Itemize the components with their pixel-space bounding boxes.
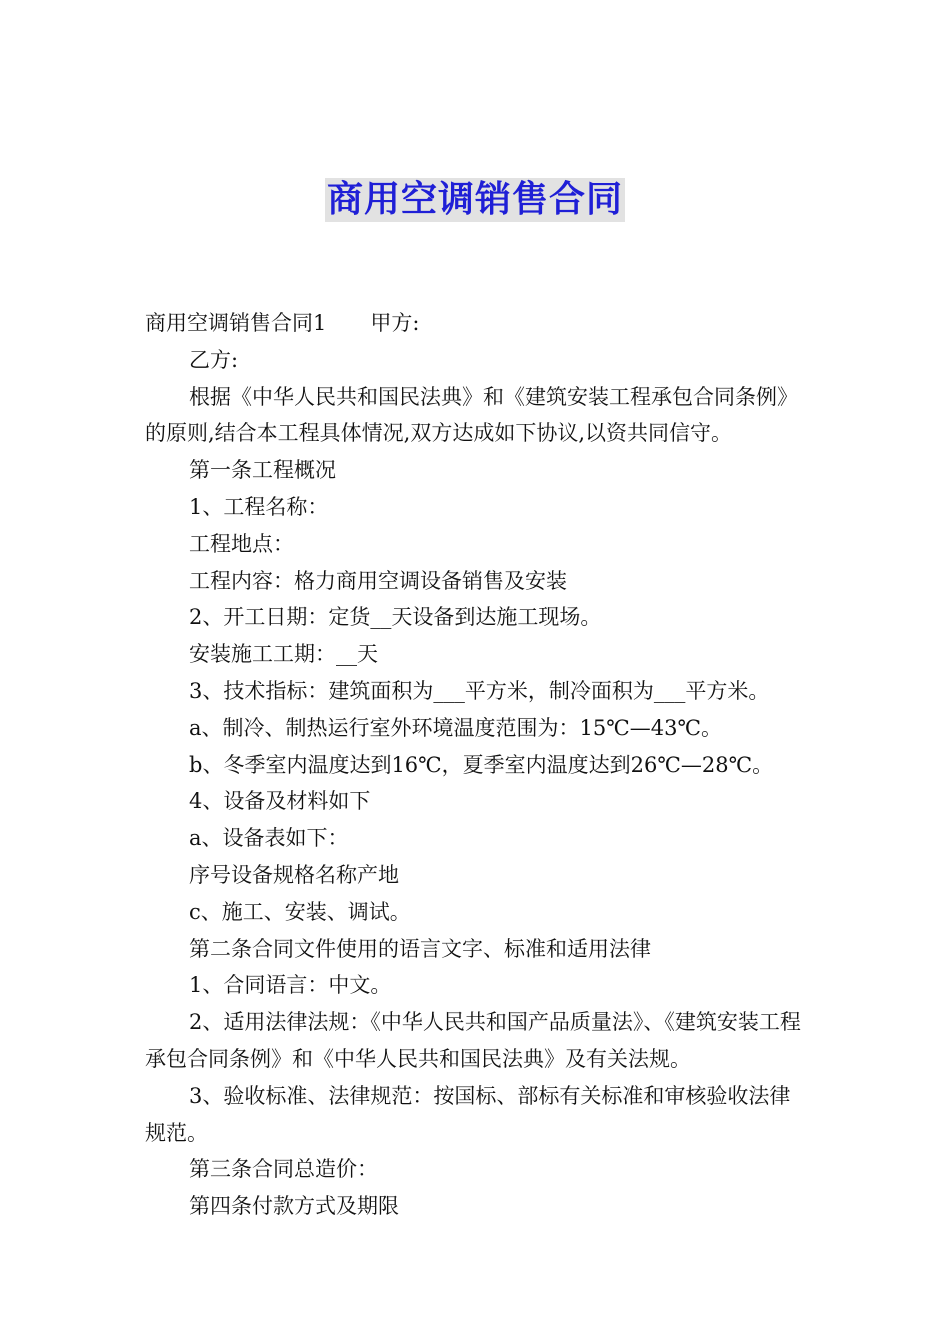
document-title-container — [0, 178, 950, 222]
paragraph: 序号设备规格名称产地 — [189, 862, 399, 887]
paragraph: 3、技术指标：建筑面积为___平方米，制冷面积为___平方米。 — [189, 678, 770, 703]
party-a-label: 甲方: — [370, 311, 420, 335]
contract-heading: 商用空调销售合同1 — [145, 311, 327, 335]
document-title: 商用空调销售合同 — [326, 179, 623, 220]
paragraph: 1、合同语言：中文。 — [189, 973, 392, 998]
paragraph: 工程地点： — [189, 531, 294, 556]
paragraph: 根据《中华人民共和国民法典》和《建筑安装工程承包合同条例》的原则,结合本工程具体情况,双方达成如下协议,以资共同信守。 — [145, 384, 798, 446]
paragraph: 乙方: — [189, 347, 239, 372]
paragraph: 第二条合同文件使用的语言文字、标准和适用法律 — [189, 936, 651, 961]
paragraph: 安装施工工期：__天 — [189, 642, 378, 667]
paragraph: 2、适用法律法规：《中华人民共和国产品质量法》、《建筑安装工程承包合同条例》和《中华人民共和国民法典》及有关法规。 — [145, 1010, 801, 1071]
paragraph: 第四条付款方式及期限 — [189, 1194, 399, 1219]
paragraph: 4、设备及材料如下 — [189, 789, 371, 814]
paragraph: c、施工、安装、调试。 — [189, 899, 411, 924]
heading-line — [145, 305, 807, 342]
paragraph: 3、验收标准、法律规范：按国标、部标有关标准和审核验收法律规范。 — [145, 1083, 791, 1145]
paragraph: 1、工程名称： — [189, 494, 329, 519]
paragraph: 第三条合同总造价： — [189, 1157, 378, 1182]
paragraph: a、设备表如下： — [189, 826, 349, 851]
paragraph: 第一条工程概况 — [189, 458, 336, 483]
paragraph: a、制冷、制热运行室外环境温度范围为：15℃—43℃。 — [189, 715, 722, 740]
paragraph: 2、开工日期：定货__天设备到达施工现场。 — [189, 605, 602, 630]
paragraph: b、冬季室内温度达到16℃，夏季室内温度达到26℃—28℃。 — [189, 752, 774, 777]
paragraph: 工程内容：格力商用空调设备销售及安装 — [189, 568, 567, 593]
document-body — [145, 305, 807, 1225]
